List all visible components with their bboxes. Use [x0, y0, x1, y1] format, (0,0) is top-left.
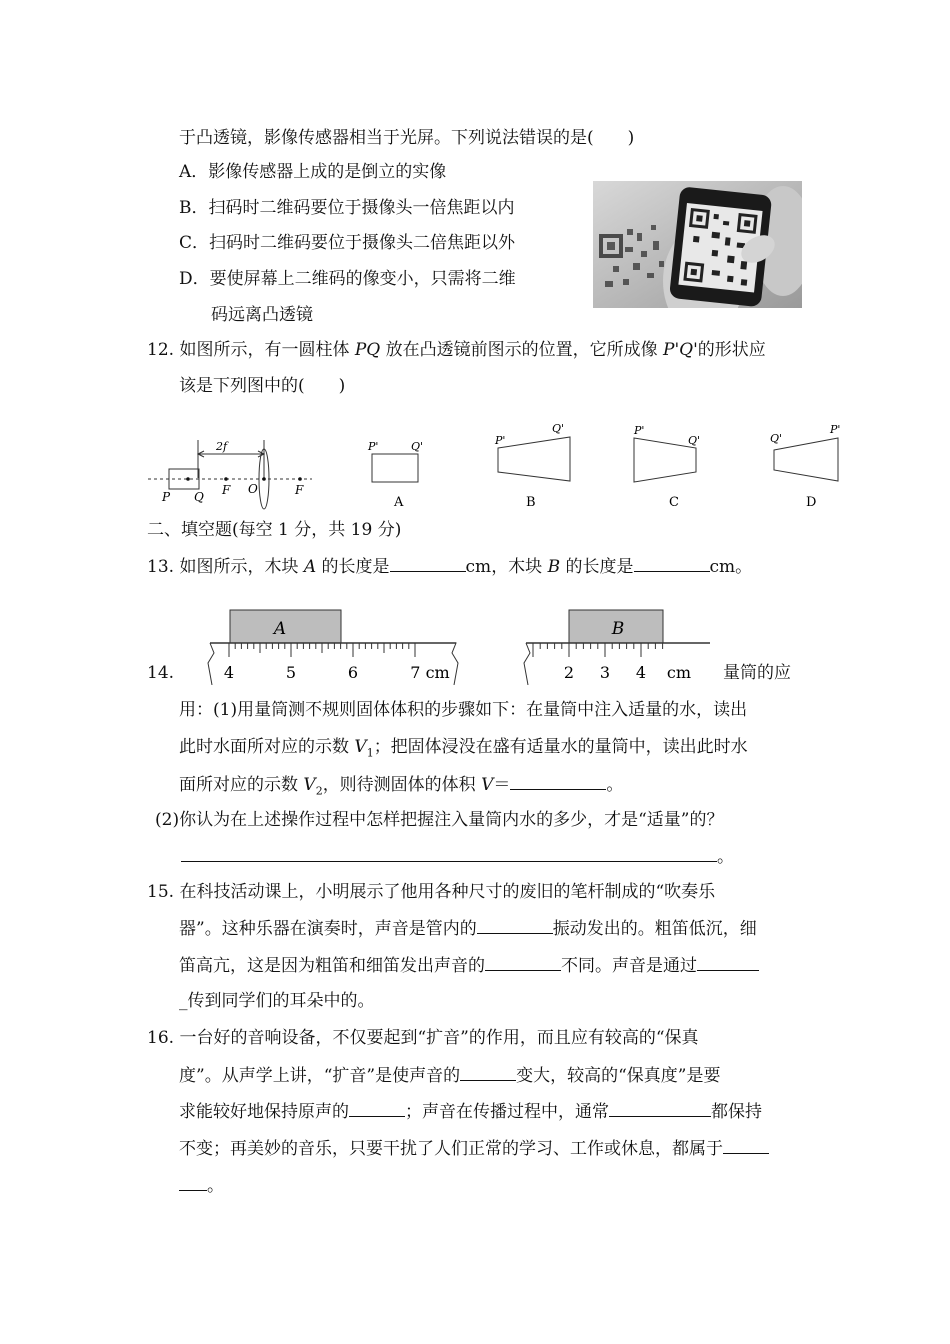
q12-stem-line2: 该是下列图中的( ): [179, 376, 346, 396]
svg-text:Q': Q': [688, 434, 701, 447]
q15-blank-2[interactable]: [485, 954, 561, 971]
q11-stem: 于凸透镜，影像传感器相当于光屏。下列说法错误的是( ): [179, 128, 635, 148]
svg-text:4: 4: [635, 663, 647, 682]
svg-text:7 cm: 7 cm: [410, 663, 450, 682]
q11-option-a: A．影像传感器上成的是倒立的实像: [179, 162, 447, 182]
svg-text:Q': Q': [552, 422, 565, 435]
q14-blank-answer[interactable]: [181, 845, 717, 862]
q15-line4: _传到同学们的耳朵中的。: [179, 991, 375, 1011]
q13-blank-a[interactable]: [390, 555, 466, 572]
svg-text:P': P': [634, 424, 645, 437]
svg-text:O: O: [248, 482, 258, 496]
q15-line2: 器”。这种乐器在演奏时，声音是管内的 振动发出的。粗笛低沉，细: [179, 919, 757, 939]
q11-option-d-cont: 码远离凸透镜: [211, 305, 313, 325]
q11-option-b: B．扫码时二维码要位于摄像头一倍焦距以内: [179, 198, 515, 218]
q14-line5: (2)你认为在上述操作过程中怎样把握注入量筒内水的多少，才是“适量”的？: [155, 810, 724, 830]
svg-text:4: 4: [223, 663, 235, 682]
q14-number: 14.: [147, 663, 175, 683]
q13-stem: 13. 如图所示，木块 A 的长度是 cm，木块 B 的长度是 cm。: [147, 557, 753, 577]
q16-blank-4[interactable]: [723, 1137, 769, 1154]
q14-line6: 。: [181, 845, 734, 868]
q11-option-d: D．要使屏幕上二维码的像变小，只需将二维: [179, 269, 516, 289]
option-a-shape: [372, 454, 418, 482]
option-c-shape: [634, 438, 696, 482]
q16-line1: 16. 一台好的音响设备，不仅要起到“扩音”的作用，而且应有较高的“保真: [147, 1028, 699, 1048]
ruler-left: [208, 610, 458, 685]
svg-text:3: 3: [599, 663, 611, 682]
svg-text:D: D: [806, 495, 817, 510]
svg-text:B: B: [611, 619, 625, 639]
q16-blank-3[interactable]: [609, 1100, 711, 1117]
svg-text:Q': Q': [770, 432, 783, 445]
qr-phone-photo: [593, 181, 802, 308]
svg-text:A: A: [394, 495, 404, 510]
svg-text:F: F: [222, 483, 231, 497]
q16-line3: 求能较好地保持原声的 ；声音在传播过程中，通常 都保持: [179, 1102, 762, 1122]
svg-text:P': P': [368, 440, 379, 453]
rulers-figure: [200, 605, 720, 685]
option-b-shape: [498, 437, 570, 481]
q16-line2: 度”。从声学上讲，“扩音”是使声音的 变大，较高的“保真度”是要: [179, 1066, 721, 1086]
q12-stem-line1: 12. 如图所示，有一圆柱体 PQ 放在凸透镜前图示的位置，它所成像 P'Q'的形状应: [147, 340, 766, 360]
svg-text:cm: cm: [666, 663, 692, 682]
q13-blank-b[interactable]: [634, 555, 710, 572]
q14-line3: 此时水面所对应的示数 $V_1$；把固体浸没在盛有适量水的量筒中，读出此时水: [179, 737, 748, 760]
svg-text:A: A: [273, 619, 287, 639]
section-2-heading: 二、填空题(每空 1 分，共 19 分): [147, 520, 402, 540]
q14-stem-tail: 量筒的应: [723, 663, 791, 683]
svg-text:F: F: [295, 483, 304, 497]
q14-line2: 用：(1)用量筒测不规则固体体积的步骤如下：在量筒中注入适量的水，读出: [179, 700, 748, 720]
q16-blank-1[interactable]: [460, 1064, 516, 1081]
lens-diagram: [148, 440, 312, 509]
svg-text:B: B: [526, 495, 536, 510]
q12-figure: [140, 418, 860, 514]
q16-blank-2[interactable]: [349, 1100, 405, 1117]
ruler-right: [524, 610, 710, 685]
q11-option-c: C．扫码时二维码要位于摄像头二倍焦距以外: [179, 233, 516, 253]
svg-text:P: P: [162, 490, 171, 504]
svg-text:P': P': [830, 423, 841, 436]
svg-text:P': P': [495, 434, 506, 447]
q14-blank-volume[interactable]: [510, 773, 606, 790]
svg-text:Q: Q: [194, 490, 204, 504]
svg-text:2: 2: [563, 663, 575, 682]
q15-line3: 笛高亢，这是因为粗笛和细笛发出声音的 不同。声音是通过: [179, 954, 759, 977]
q15-line1: 15. 在科技活动课上，小明展示了他用各种尺寸的废旧的笔杆制成的“吹奏乐: [147, 882, 716, 902]
q16-line4: 不变；再美妙的音乐，只要干扰了人们正常的学习、工作或休息，都属于: [179, 1137, 769, 1160]
q16-line5: 。: [179, 1174, 224, 1197]
q14-line4: 面所对应的示数 $V_2$，则待测固体的体积 V＝ 。: [179, 775, 624, 798]
q16-blank-4-cont[interactable]: [179, 1174, 207, 1191]
svg-text:Q': Q': [411, 440, 424, 453]
svg-text:C: C: [669, 495, 679, 510]
q15-blank-3[interactable]: [697, 954, 759, 971]
option-d-shape: [774, 438, 838, 481]
svg-text:5: 5: [285, 663, 297, 682]
svg-text:2f: 2f: [216, 440, 228, 453]
svg-text:6: 6: [347, 663, 359, 682]
q15-blank-1[interactable]: [477, 917, 553, 934]
